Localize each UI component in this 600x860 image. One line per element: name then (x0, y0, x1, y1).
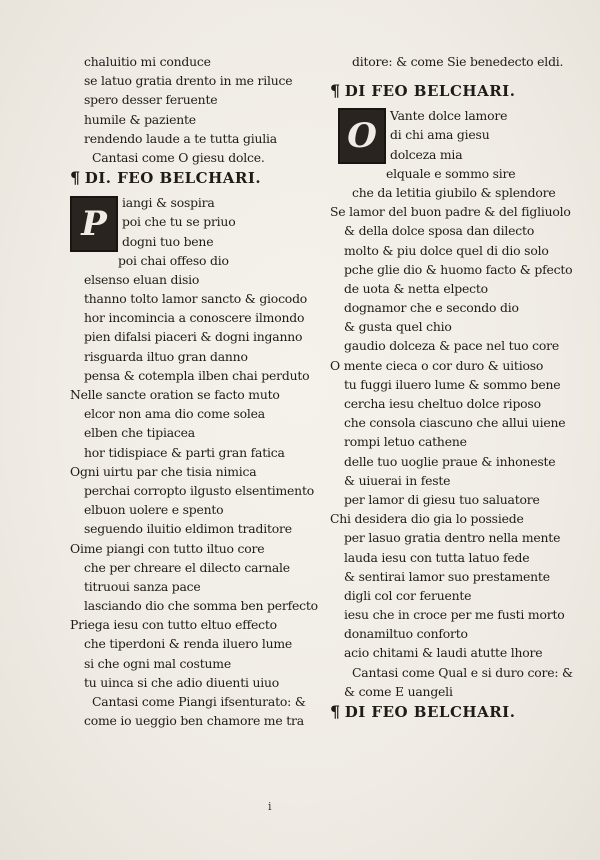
verse-line: perchai corropto ilgusto elsentimento (84, 482, 314, 498)
verse-line: dogni tuo bene (122, 233, 214, 249)
left-column (70, 52, 338, 730)
verse-line: elbuon uolere e spento (84, 502, 224, 518)
pilcrow-icon: ¶ (70, 168, 81, 188)
verse-line: humile & paziente (84, 111, 196, 127)
verse-line: poi che tu se priuo (122, 214, 236, 230)
initial-letter: O (347, 116, 377, 157)
section-heading (330, 702, 585, 724)
heading-text: DI. FEO BELCHARI. (84, 169, 262, 188)
verse-line: che per chreare el dilecto carnale (84, 559, 290, 575)
verse-line: Ogni uirtu par che tisia nimica (70, 463, 257, 479)
verse-line: spero desser feruente (84, 92, 218, 108)
verse-line: risguarda iltuo gran danno (84, 348, 248, 364)
verse-line: iesu che in croce per me fusti morto (344, 607, 565, 623)
verse-line: & uiuerai in feste (344, 472, 451, 488)
tune-indication: Cantasi come O giesu dolce. (92, 149, 265, 165)
verse-line: gaudio dolceza & pace nel tuo core (344, 338, 559, 354)
tune-indication: Cantasi come Qual e si duro core: & (352, 664, 573, 680)
verse-line: dognamor che e secondo dio (344, 300, 519, 316)
verse-line: tu uinca si che adio diuenti uiuo (84, 674, 280, 690)
verse-line: & sentirai lamor suo prestamente (344, 568, 550, 584)
verse-line: seguendo iluitio eldimon traditore (84, 521, 292, 537)
verse-line: se latuo gratia drento in me riluce (84, 73, 293, 89)
pilcrow-icon: ¶ (330, 81, 341, 101)
verse-line: Vante dolce lamore (390, 108, 508, 124)
verse-line: Oime piangi con tutto iltuo core (70, 540, 265, 556)
verse-line: delle tuo uoglie praue & inhoneste (344, 453, 556, 469)
signature-mark: i (268, 800, 272, 813)
pilcrow-icon: ¶ (330, 702, 341, 721)
verse-line: Nelle sancte oration se facto muto (70, 387, 280, 402)
section-heading (70, 168, 338, 190)
verse-line: O mente cieca o cor duro & uitioso (330, 357, 544, 373)
heading-text: DI FEO BELCHARI. (344, 82, 516, 101)
verse-line: per lamor di giesu tuo saluatore (344, 491, 540, 507)
verse-line: cercha iesu cheltuo dolce riposo (344, 396, 541, 411)
verse-line: tu fuggi iluero lume & sommo bene (344, 376, 561, 392)
verse-line: che consola ciascuno che allui uiene (344, 415, 566, 431)
verse-line: rendendo laude a te tutta giulia (84, 130, 277, 146)
verse-line: elcor non ama dio come solea (84, 406, 265, 422)
verse-line: chaluitio mi conduce (84, 54, 211, 69)
heading-text: DI FEO BELCHARI. (344, 703, 516, 721)
initial-letter: P (81, 204, 107, 245)
decorated-initial (338, 108, 386, 164)
decorated-initial (70, 196, 118, 252)
verse-line: elben che tipiacea (84, 425, 195, 441)
verse-line: thanno tolto lamor sancto & giocodo (84, 291, 308, 307)
verse-line: che tiperdoni & renda iluero lume (84, 636, 293, 652)
verse-line: Se lamor del buon padre & del figliuolo (330, 204, 571, 220)
verse-line: poi chai offeso dio (118, 252, 229, 268)
tune-indication: Cantasi come Piangi ifsenturato: & (92, 694, 306, 709)
initial-block (330, 106, 585, 183)
verse-line: acio chitami & laudi atutte lhore (344, 645, 543, 661)
verse-line: elquale e sommo sire (386, 165, 516, 181)
verse-line: Priega iesu con tutto eltuo effecto (70, 617, 277, 633)
verse-line: rompi letuo cathene (344, 434, 467, 450)
verse-line: iangi & sospira (122, 195, 215, 211)
verse-line: donamiltuo conforto (344, 626, 468, 642)
verse-line: lauda iesu con tutta latuo fede (344, 549, 530, 565)
verse-line: elsenso eluan disio (84, 271, 200, 287)
verse-line: dolceza mia (390, 146, 463, 162)
verse-line: si che ogni mal costume (84, 655, 231, 671)
right-column (330, 52, 585, 727)
tune-indication: & come E uangeli (344, 683, 453, 699)
verse-line: & gusta quel chio (344, 319, 452, 335)
verse-line: titruoui sanza pace (84, 578, 201, 594)
verse-line: per lasuo gratia dentro nella mente (344, 530, 561, 546)
verse-line: pche glie dio & huomo facto & pfecto (344, 261, 573, 277)
verse-line: hor incomincia a conoscere ilmondo (84, 310, 305, 326)
verse-line: lasciando dio che somma ben perfecto (84, 598, 318, 614)
verse-line: hor tidispiace & parti gran fatica (84, 444, 285, 460)
verse-line: digli col cor feruente (344, 587, 472, 603)
section-heading (330, 81, 585, 103)
verse-line: che da letitia giubilo & splendore (352, 184, 556, 200)
tune-indication: come io ueggio ben chamore me tra (84, 713, 304, 729)
verse-line: Chi desidera dio gia lo possiede (330, 511, 524, 527)
verse-line: pien difalsi piaceri & dogni inganno (84, 329, 303, 345)
verse-line: molto & piu dolce quel di dio solo (344, 242, 549, 258)
tune-indication: ditore: & come Sie benedecto eldi. (352, 54, 564, 69)
verse-line: de uota & netta elpecto (344, 280, 488, 296)
verse-line: di chi ama giesu (390, 127, 490, 143)
verse-line: pensa & cotempla ilben chai perduto (84, 367, 310, 383)
initial-block (70, 193, 338, 270)
verse-line: & della dolce sposa dan dilecto (344, 223, 535, 239)
